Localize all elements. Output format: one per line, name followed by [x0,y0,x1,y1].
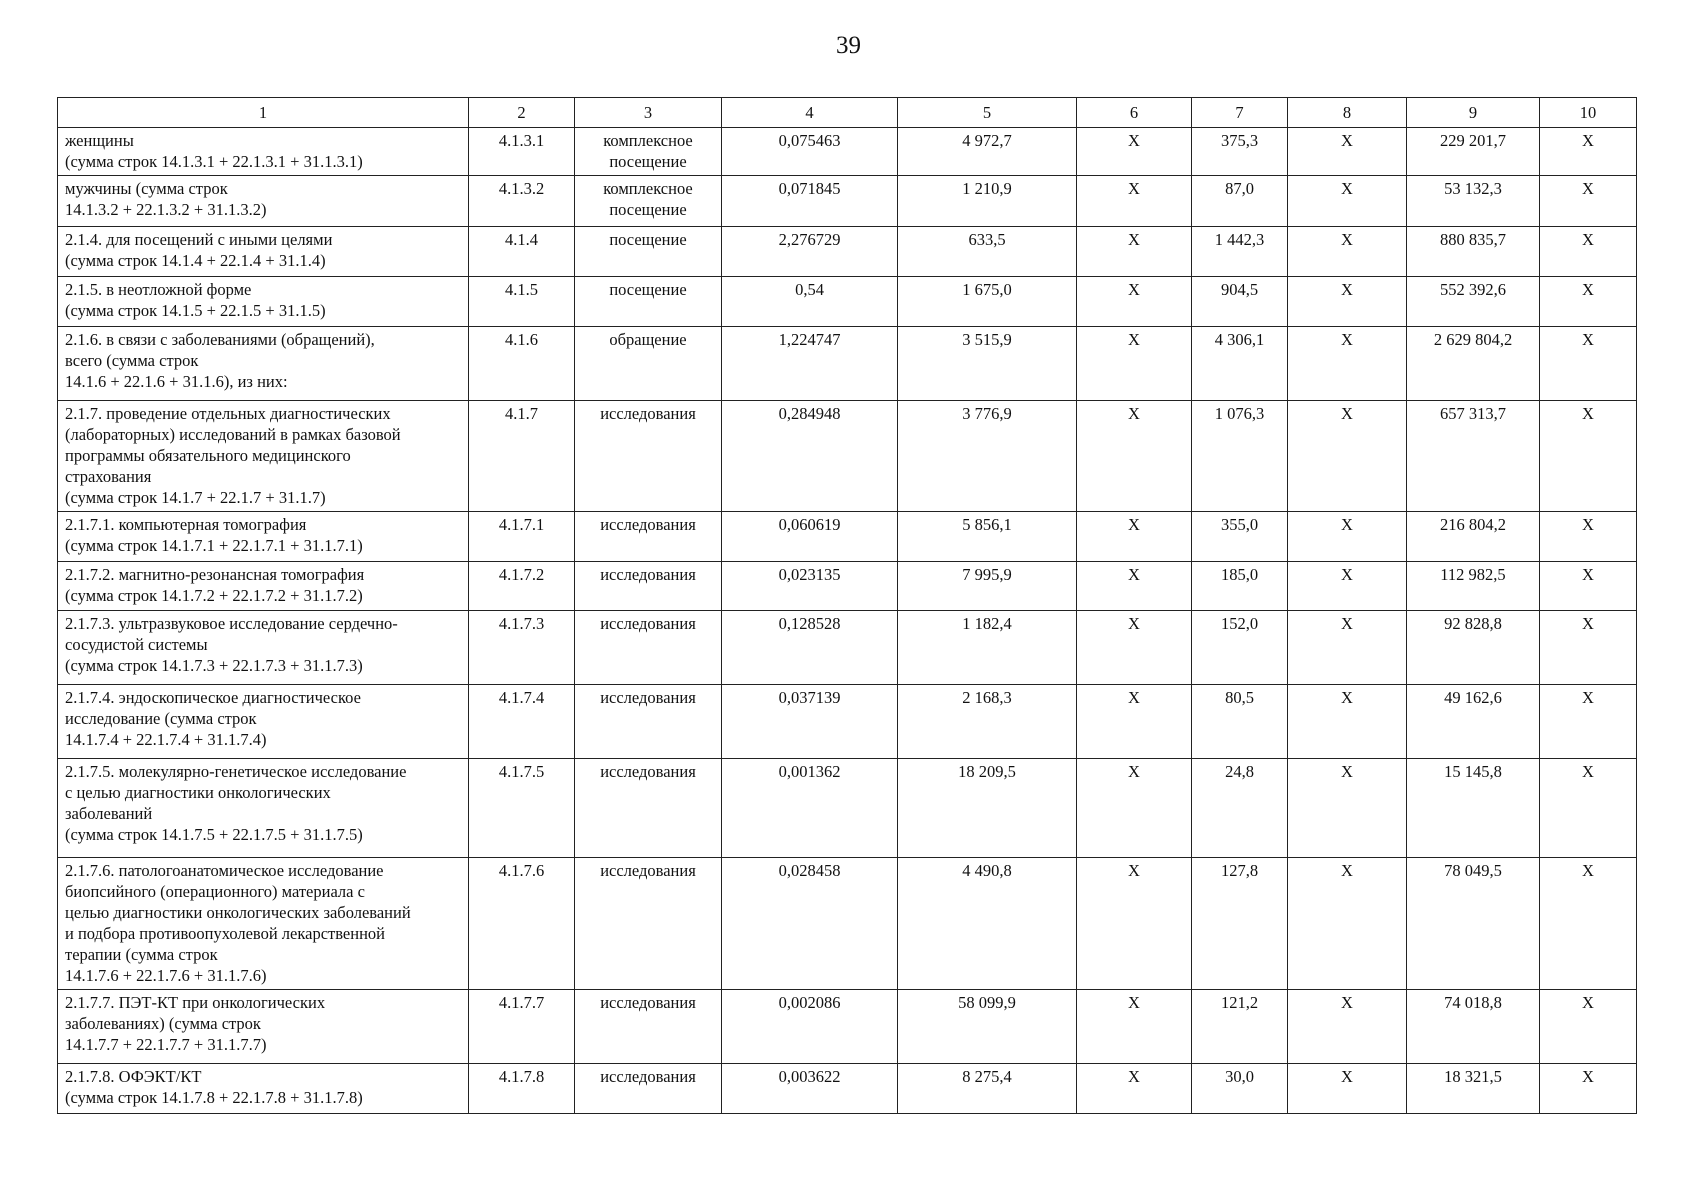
row-value-cell: Х [1288,759,1407,858]
row-name-cell: 2.1.7.5. молекулярно-генетическое исследование с целью диагностики онкологических заболеваний (сумма строк 14.1.7.5 + 22.1.7.5 + 31.1.7.5) [58,759,469,858]
row-value-cell: Х [1077,327,1192,401]
row-value-cell: 0,037139 [722,685,898,759]
row-unit-cell: исследования [575,562,722,611]
row-value-cell: 53 132,3 [1407,176,1540,227]
row-value-cell: 657 313,7 [1407,401,1540,512]
row-value-cell: Х [1540,685,1637,759]
table-row [58,611,1637,685]
row-value-cell: 633,5 [898,227,1077,277]
row-unit-cell: исследования [575,990,722,1064]
row-value-cell: 121,2 [1192,990,1288,1064]
row-value-cell: Х [1540,858,1637,990]
row-value-cell: Х [1540,176,1637,227]
row-value-cell: Х [1077,562,1192,611]
row-unit-cell: комплексное посещение [575,176,722,227]
column-header: 10 [1540,98,1637,128]
row-value-cell: 152,0 [1192,611,1288,685]
row-value-cell: 1,224747 [722,327,898,401]
row-name-cell: женщины (сумма строк 14.1.3.1 + 22.1.3.1 + 31.1.3.1) [58,128,469,176]
row-code-cell: 4.1.3.2 [469,176,575,227]
column-header: 9 [1407,98,1540,128]
row-value-cell: Х [1540,327,1637,401]
row-code-cell: 4.1.3.1 [469,128,575,176]
row-name-cell: 2.1.7. проведение отдельных диагностических (лабораторных) исследований в рамках базовой программы обязательного медицинского страхования (сумма строк 14.1.7 + 22.1.7 + 31.1.7) [58,401,469,512]
row-name-cell: 2.1.7.6. патологоанатомическое исследование биопсийного (операционного) материала с целью диагностики онкологических заболеваний и подбора противоопухолевой лекарственной терапии (сумма строк 14.1.7.6 + 22.1.7.6 + 31.1.7.6) [58,858,469,990]
row-value-cell: 78 049,5 [1407,858,1540,990]
row-code-cell: 4.1.7.4 [469,685,575,759]
column-header: 2 [469,98,575,128]
row-value-cell: 0,001362 [722,759,898,858]
row-value-cell: 880 835,7 [1407,227,1540,277]
row-value-cell: 4 490,8 [898,858,1077,990]
row-code-cell: 4.1.7.8 [469,1064,575,1114]
row-code-cell: 4.1.7.7 [469,990,575,1064]
data-table [57,97,1637,1114]
row-value-cell: 112 982,5 [1407,562,1540,611]
row-value-cell: Х [1540,401,1637,512]
row-unit-cell: посещение [575,277,722,327]
table-row [58,512,1637,562]
row-value-cell: 0,54 [722,277,898,327]
row-value-cell: 375,3 [1192,128,1288,176]
row-value-cell: 18 321,5 [1407,1064,1540,1114]
row-value-cell: 1 675,0 [898,277,1077,327]
row-value-cell: 2,276729 [722,227,898,277]
row-value-cell: 0,002086 [722,990,898,1064]
table-row [58,327,1637,401]
table-row [58,759,1637,858]
row-value-cell: Х [1077,990,1192,1064]
row-value-cell: Х [1077,128,1192,176]
row-value-cell: Х [1540,611,1637,685]
row-value-cell: 229 201,7 [1407,128,1540,176]
row-value-cell: Х [1540,128,1637,176]
row-unit-cell: исследования [575,611,722,685]
table-row [58,401,1637,512]
row-value-cell: Х [1540,1064,1637,1114]
row-value-cell: 4 306,1 [1192,327,1288,401]
row-code-cell: 4.1.7.3 [469,611,575,685]
row-code-cell: 4.1.7.2 [469,562,575,611]
row-value-cell: 904,5 [1192,277,1288,327]
row-value-cell: Х [1540,227,1637,277]
row-value-cell: 0,284948 [722,401,898,512]
row-value-cell: 1 076,3 [1192,401,1288,512]
row-value-cell: Х [1077,277,1192,327]
row-value-cell: Х [1288,227,1407,277]
row-value-cell: 0,075463 [722,128,898,176]
row-value-cell: Х [1077,611,1192,685]
row-code-cell: 4.1.6 [469,327,575,401]
row-value-cell: 185,0 [1192,562,1288,611]
row-value-cell: 216 804,2 [1407,512,1540,562]
table-header-row [58,98,1637,128]
table-row [58,1064,1637,1114]
row-code-cell: 4.1.7.6 [469,858,575,990]
row-value-cell: 49 162,6 [1407,685,1540,759]
row-name-cell: 2.1.7.8. ОФЭКТ/КТ (сумма строк 14.1.7.8 + 22.1.7.8 + 31.1.7.8) [58,1064,469,1114]
row-value-cell: 1 182,4 [898,611,1077,685]
row-value-cell: Х [1077,759,1192,858]
row-value-cell: Х [1077,858,1192,990]
table-row [58,176,1637,227]
row-unit-cell: исследования [575,401,722,512]
row-value-cell: 92 828,8 [1407,611,1540,685]
row-value-cell: Х [1288,611,1407,685]
table-row [58,227,1637,277]
row-value-cell: Х [1288,858,1407,990]
row-code-cell: 4.1.4 [469,227,575,277]
row-value-cell: 552 392,6 [1407,277,1540,327]
row-value-cell: Х [1077,401,1192,512]
row-value-cell: Х [1540,512,1637,562]
table-row [58,277,1637,327]
row-value-cell: 4 972,7 [898,128,1077,176]
row-value-cell: Х [1077,1064,1192,1114]
row-value-cell: Х [1288,401,1407,512]
row-value-cell: Х [1288,1064,1407,1114]
row-unit-cell: комплексное посещение [575,128,722,176]
column-header: 5 [898,98,1077,128]
column-header: 4 [722,98,898,128]
row-value-cell: 15 145,8 [1407,759,1540,858]
row-value-cell: 0,128528 [722,611,898,685]
row-value-cell: 0,071845 [722,176,898,227]
row-value-cell: Х [1077,685,1192,759]
row-code-cell: 4.1.7.5 [469,759,575,858]
row-code-cell: 4.1.7.1 [469,512,575,562]
row-name-cell: мужчины (сумма строк 14.1.3.2 + 22.1.3.2 + 31.1.3.2) [58,176,469,227]
row-name-cell: 2.1.7.1. компьютерная томография (сумма строк 14.1.7.1 + 22.1.7.1 + 31.1.7.1) [58,512,469,562]
row-value-cell: Х [1077,512,1192,562]
row-unit-cell: посещение [575,227,722,277]
row-name-cell: 2.1.7.3. ультразвуковое исследование сердечно- сосудистой системы (сумма строк 14.1.7.3 + 22.1.7.3 + 31.1.7.3) [58,611,469,685]
table-row [58,858,1637,990]
row-name-cell: 2.1.7.4. эндоскопическое диагностическое исследование (сумма строк 14.1.7.4 + 22.1.7.4 + 31.1.7.4) [58,685,469,759]
table-row [58,685,1637,759]
row-unit-cell: исследования [575,759,722,858]
row-unit-cell: исследования [575,858,722,990]
row-value-cell: 87,0 [1192,176,1288,227]
row-value-cell: 24,8 [1192,759,1288,858]
table-body [58,128,1637,1114]
row-value-cell: 0,028458 [722,858,898,990]
row-value-cell: 80,5 [1192,685,1288,759]
row-name-cell: 2.1.4. для посещений с иными целями (сумма строк 14.1.4 + 22.1.4 + 31.1.4) [58,227,469,277]
column-header: 3 [575,98,722,128]
page-number: 39 [836,32,861,59]
row-value-cell: 7 995,9 [898,562,1077,611]
row-value-cell: Х [1288,512,1407,562]
row-value-cell: 1 442,3 [1192,227,1288,277]
row-value-cell: 3 776,9 [898,401,1077,512]
row-value-cell: Х [1288,128,1407,176]
row-value-cell: 30,0 [1192,1064,1288,1114]
row-name-cell: 2.1.6. в связи с заболеваниями (обращений), всего (сумма строк 14.1.6 + 22.1.6 + 31.1.6), из них: [58,327,469,401]
row-value-cell: Х [1288,327,1407,401]
row-value-cell: Х [1077,176,1192,227]
row-unit-cell: исследования [575,1064,722,1114]
row-value-cell: 74 018,8 [1407,990,1540,1064]
column-header: 7 [1192,98,1288,128]
row-value-cell: Х [1288,562,1407,611]
row-value-cell: 127,8 [1192,858,1288,990]
table-row [58,990,1637,1064]
row-value-cell: 2 168,3 [898,685,1077,759]
row-name-cell: 2.1.7.2. магнитно-резонансная томография (сумма строк 14.1.7.2 + 22.1.7.2 + 31.1.7.2) [58,562,469,611]
row-code-cell: 4.1.7 [469,401,575,512]
row-value-cell: Х [1077,227,1192,277]
table-row [58,128,1637,176]
row-unit-cell: обращение [575,327,722,401]
row-value-cell: Х [1540,759,1637,858]
row-unit-cell: исследования [575,685,722,759]
row-value-cell: Х [1288,176,1407,227]
row-value-cell: 355,0 [1192,512,1288,562]
row-value-cell: Х [1288,990,1407,1064]
row-value-cell: Х [1288,277,1407,327]
row-value-cell: Х [1540,990,1637,1064]
row-value-cell: 0,023135 [722,562,898,611]
row-value-cell: Х [1288,685,1407,759]
table-row [58,562,1637,611]
row-value-cell: Х [1540,562,1637,611]
row-value-cell: 58 099,9 [898,990,1077,1064]
row-value-cell: 0,060619 [722,512,898,562]
row-value-cell: Х [1540,277,1637,327]
row-value-cell: 3 515,9 [898,327,1077,401]
row-code-cell: 4.1.5 [469,277,575,327]
row-name-cell: 2.1.7.7. ПЭТ-КТ при онкологических заболеваниях) (сумма строк 14.1.7.7 + 22.1.7.7 + 31.1.7.7) [58,990,469,1064]
row-value-cell: 2 629 804,2 [1407,327,1540,401]
row-name-cell: 2.1.5. в неотложной форме (сумма строк 14.1.5 + 22.1.5 + 31.1.5) [58,277,469,327]
column-header: 8 [1288,98,1407,128]
row-value-cell: 8 275,4 [898,1064,1077,1114]
column-header: 1 [58,98,469,128]
row-value-cell: 1 210,9 [898,176,1077,227]
row-value-cell: 18 209,5 [898,759,1077,858]
column-header: 6 [1077,98,1192,128]
row-unit-cell: исследования [575,512,722,562]
row-value-cell: 0,003622 [722,1064,898,1114]
row-value-cell: 5 856,1 [898,512,1077,562]
